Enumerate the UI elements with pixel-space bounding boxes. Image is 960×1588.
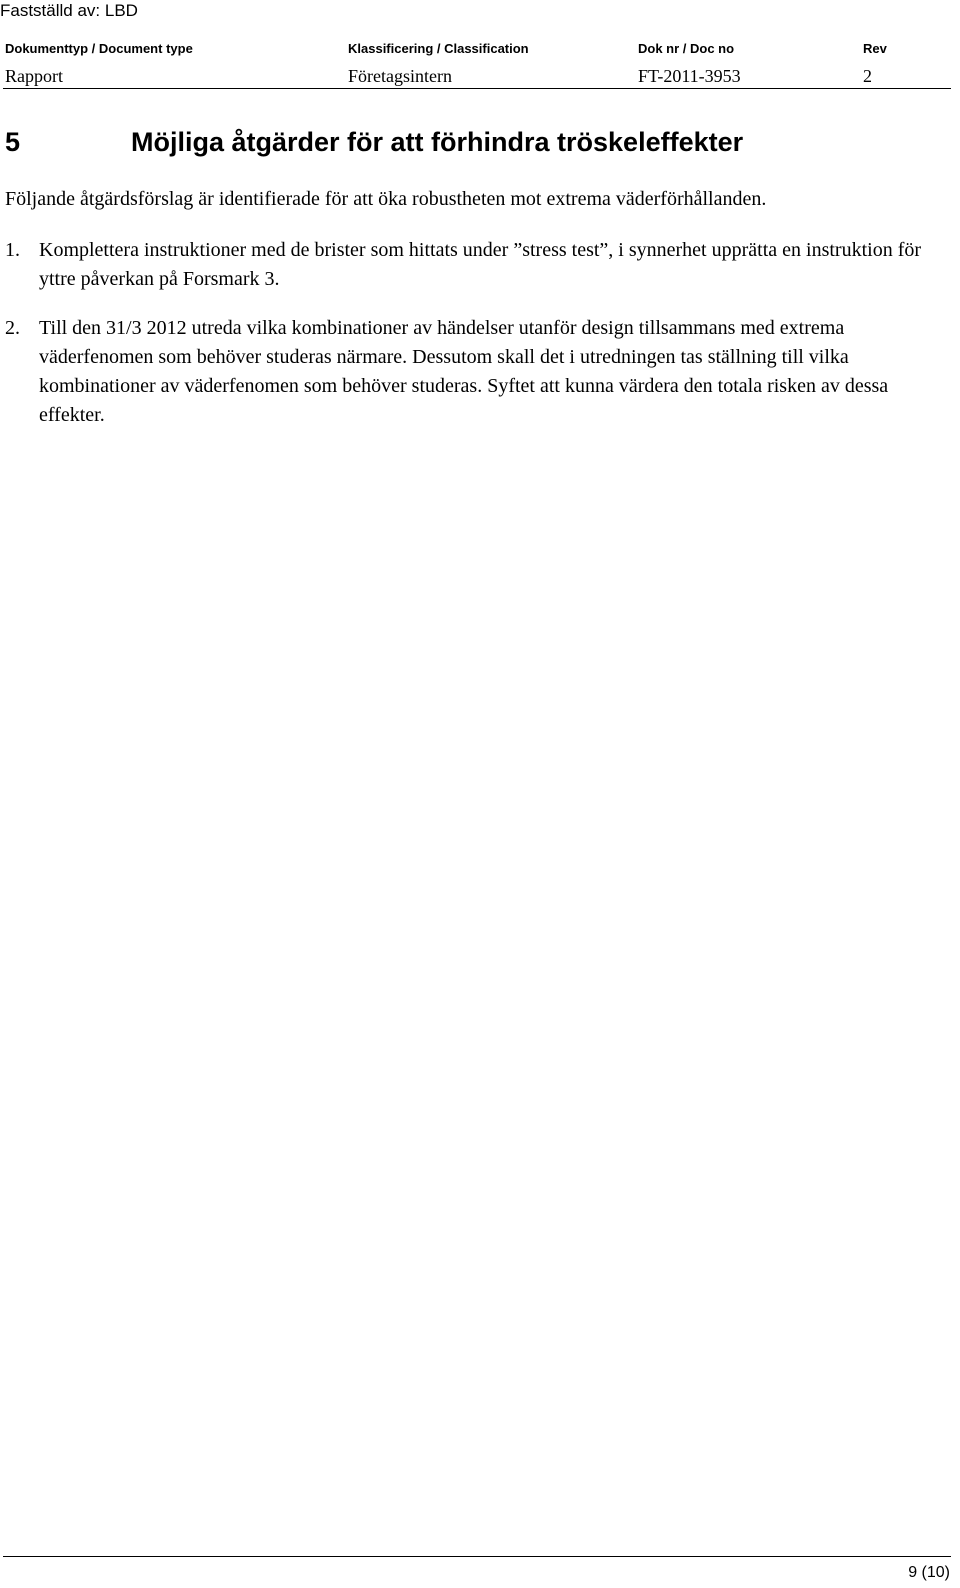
list-item (5, 236, 945, 294)
list-item (5, 314, 945, 430)
doc-no-value: FT-2011-3953 (638, 66, 741, 86)
list-item-text: Till den 31/3 2012 utreda vilka kombinationer av händelser utanför design tillsammans med extrema väderfenomen som behöver studeras närmare. Dessutom skall det i utredningen tas ställning till vilka kombinationer av väderfenomen som behöver studeras. Syftet att kunna värdera den totala risken av dessa effekter. (39, 317, 889, 426)
section-heading (5, 124, 945, 160)
intro-paragraph: Följande åtgärdsförslag är identifierade för att öka robustheten mot extrema väderförhållanden. (5, 188, 767, 210)
list-item-number: 1. (5, 239, 20, 261)
rev-value: 2 (863, 66, 872, 86)
approved-by: Fastställd av: LBD (0, 1, 138, 20)
doc-no-label: Dok nr / Doc no (638, 41, 735, 56)
section-number: 5 (5, 127, 21, 157)
header-labels-row (0, 38, 960, 60)
doc-type-label: Dokumenttyp / Document type (5, 41, 193, 56)
page-number: 9 (10) (908, 1564, 950, 1581)
list-item-number: 2. (5, 317, 20, 339)
header-values-row (0, 63, 960, 85)
rev-label: Rev (863, 41, 887, 56)
classification-label: Klassificering / Classification (348, 41, 529, 56)
footer-divider (3, 1556, 951, 1557)
doc-type-value: Rapport (5, 66, 63, 86)
section-title: Möjliga åtgärder för att förhindra tröskeleffekter (131, 127, 744, 157)
classification-value: Företagsintern (348, 66, 452, 86)
list-item-text: Komplettera instruktioner med de brister som hittats under ”stress test”, i synnerhet upprätta en instruktion för yttre påverkan på Forsmark 3. (39, 239, 922, 290)
header-divider (3, 88, 951, 89)
